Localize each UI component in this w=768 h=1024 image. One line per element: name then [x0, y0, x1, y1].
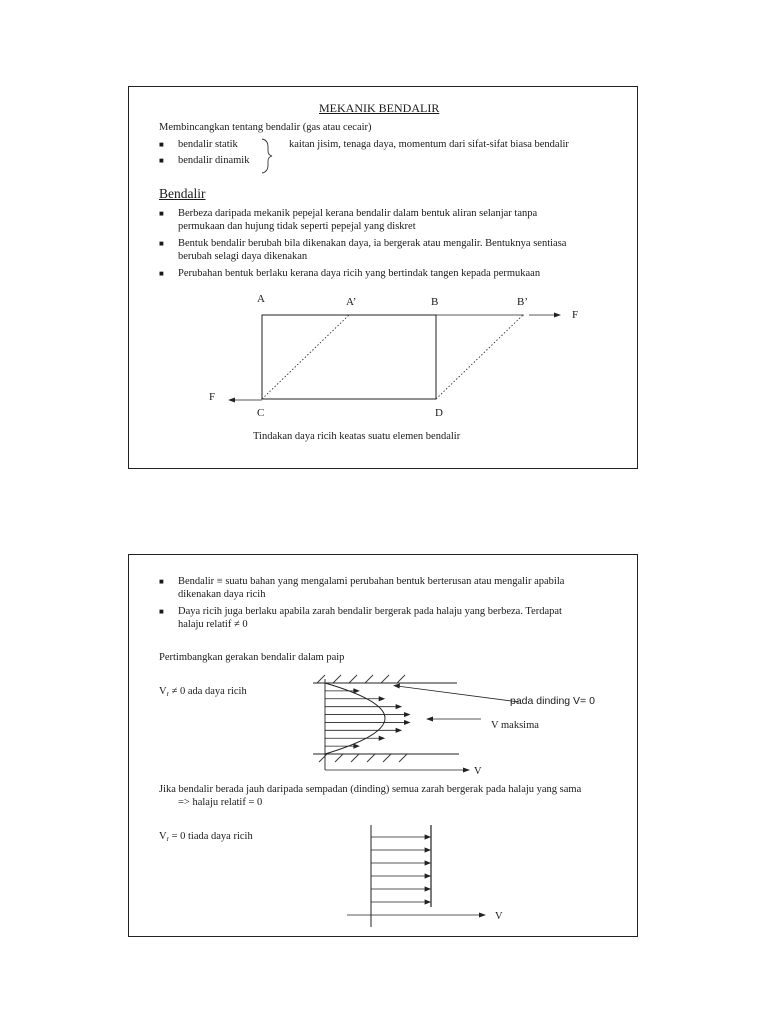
uniform-arrowhead — [425, 835, 430, 839]
case2-sub: r — [166, 835, 169, 843]
bullet-icon: ■ — [159, 269, 164, 278]
uniform-arrowhead — [425, 887, 430, 891]
case1-sub: r — [166, 690, 169, 698]
case1-v: V — [159, 686, 167, 697]
point3-line1: Perubahan bentuk berlaku kerana daya ricih yang bertindak tangen kepada permukaan — [178, 268, 541, 279]
deformed-edge-left — [262, 315, 349, 399]
label-a-prime: A’ — [346, 296, 357, 308]
uniform-flow-diagram — [129, 555, 639, 938]
label-d: D — [435, 407, 443, 419]
point1-line1: Berbeza daripada mekanik pepejal kerana bendalir dalam bentuk aliran selanjar tanpa — [178, 208, 538, 219]
v-axis-label: V — [474, 766, 482, 777]
v-axis2-label: V — [495, 911, 503, 922]
slide-shear-in-pipe — [128, 554, 638, 937]
label-f-right: F — [572, 309, 579, 321]
far-text-line1: Jika bendalir berada jauh daripada sempadan (dinding) semua zarah bergerak pada halaju yang sama — [159, 784, 582, 795]
bullet-dynamic-fluid: bendalir dinamik — [178, 155, 250, 166]
pipe-intro: Pertimbangkan gerakan bendalir dalam paip — [159, 652, 345, 663]
point2-line1: Bentuk bendalir berubah bila dikenakan daya, ia bergerak atau mengalir. Bentuknya sentiasa — [178, 238, 567, 249]
point1-line2: permukaan dan hujung tidak seperti pepejal yang diskret — [178, 221, 416, 232]
bullet-icon: ■ — [159, 140, 164, 149]
section-heading-bendalir: Bendalir — [159, 186, 206, 201]
intro-text: Membincangkan tentang bendalir (gas atau cecair) — [159, 122, 372, 133]
slide-title: MEKANIK BENDALIR — [319, 101, 440, 115]
s2-point2-line1: Daya ricih juga berlaku apabila zarah bendalir bergerak pada halaju yang berbeza. Terdapat — [178, 606, 562, 617]
point2-line2: berubah selagi daya dikenakan — [178, 251, 308, 262]
bullet-icon: ■ — [159, 239, 164, 248]
bullet-icon: ■ — [159, 156, 164, 165]
uniform-velocity-arrows — [371, 835, 430, 904]
label-a: A — [257, 293, 265, 305]
case2-v: V — [159, 831, 167, 842]
bullet-icon: ■ — [159, 209, 164, 218]
uniform-arrowhead — [425, 861, 430, 865]
vmax-label: V maksima — [491, 720, 539, 731]
uniform-arrowhead — [425, 900, 430, 904]
uniform-arrowhead — [425, 874, 430, 878]
uniform-arrowhead — [425, 848, 430, 852]
arrow-f-right-head — [554, 313, 561, 318]
brace-note: kaitan jisim, tenaga daya, momentum dari sifat-sifat biasa bendalir — [289, 139, 569, 150]
bullet-icon: ■ — [159, 577, 164, 586]
s2-point1-line1: Bendalir ≡ suatu bahan yang mengalami perubahan bentuk berterusan atau mengalir apabila — [178, 576, 565, 587]
shear-diagram — [129, 87, 639, 470]
s2-point2-line2: halaju relatif ≠ 0 — [178, 619, 248, 630]
case1-rest: ≠ 0 ada daya ricih — [168, 686, 247, 697]
case2-rest: = 0 tiada daya ricih — [168, 831, 253, 842]
s2-point1-line2: dikenakan daya ricih — [178, 589, 266, 600]
bullet-icon: ■ — [159, 607, 164, 616]
arrow-f-left-head — [228, 398, 235, 403]
label-b: B — [431, 296, 439, 308]
v-axis2-arrowhead — [479, 913, 486, 918]
far-text-line2: => halaju relatif = 0 — [178, 797, 263, 808]
label-c: C — [257, 407, 265, 419]
bullet-static-fluid: bendalir statik — [178, 139, 238, 150]
wall-label: pada dinding V= 0 — [510, 695, 595, 707]
slide-fluid-mechanics-intro — [128, 86, 638, 469]
element-rectangle — [262, 315, 436, 399]
diagram-caption: Tindakan daya ricih keatas suatu elemen bendalir — [253, 431, 461, 442]
label-b-prime: B’ — [517, 296, 528, 308]
deformed-edge-right — [436, 315, 523, 399]
label-f-left: F — [209, 391, 216, 403]
